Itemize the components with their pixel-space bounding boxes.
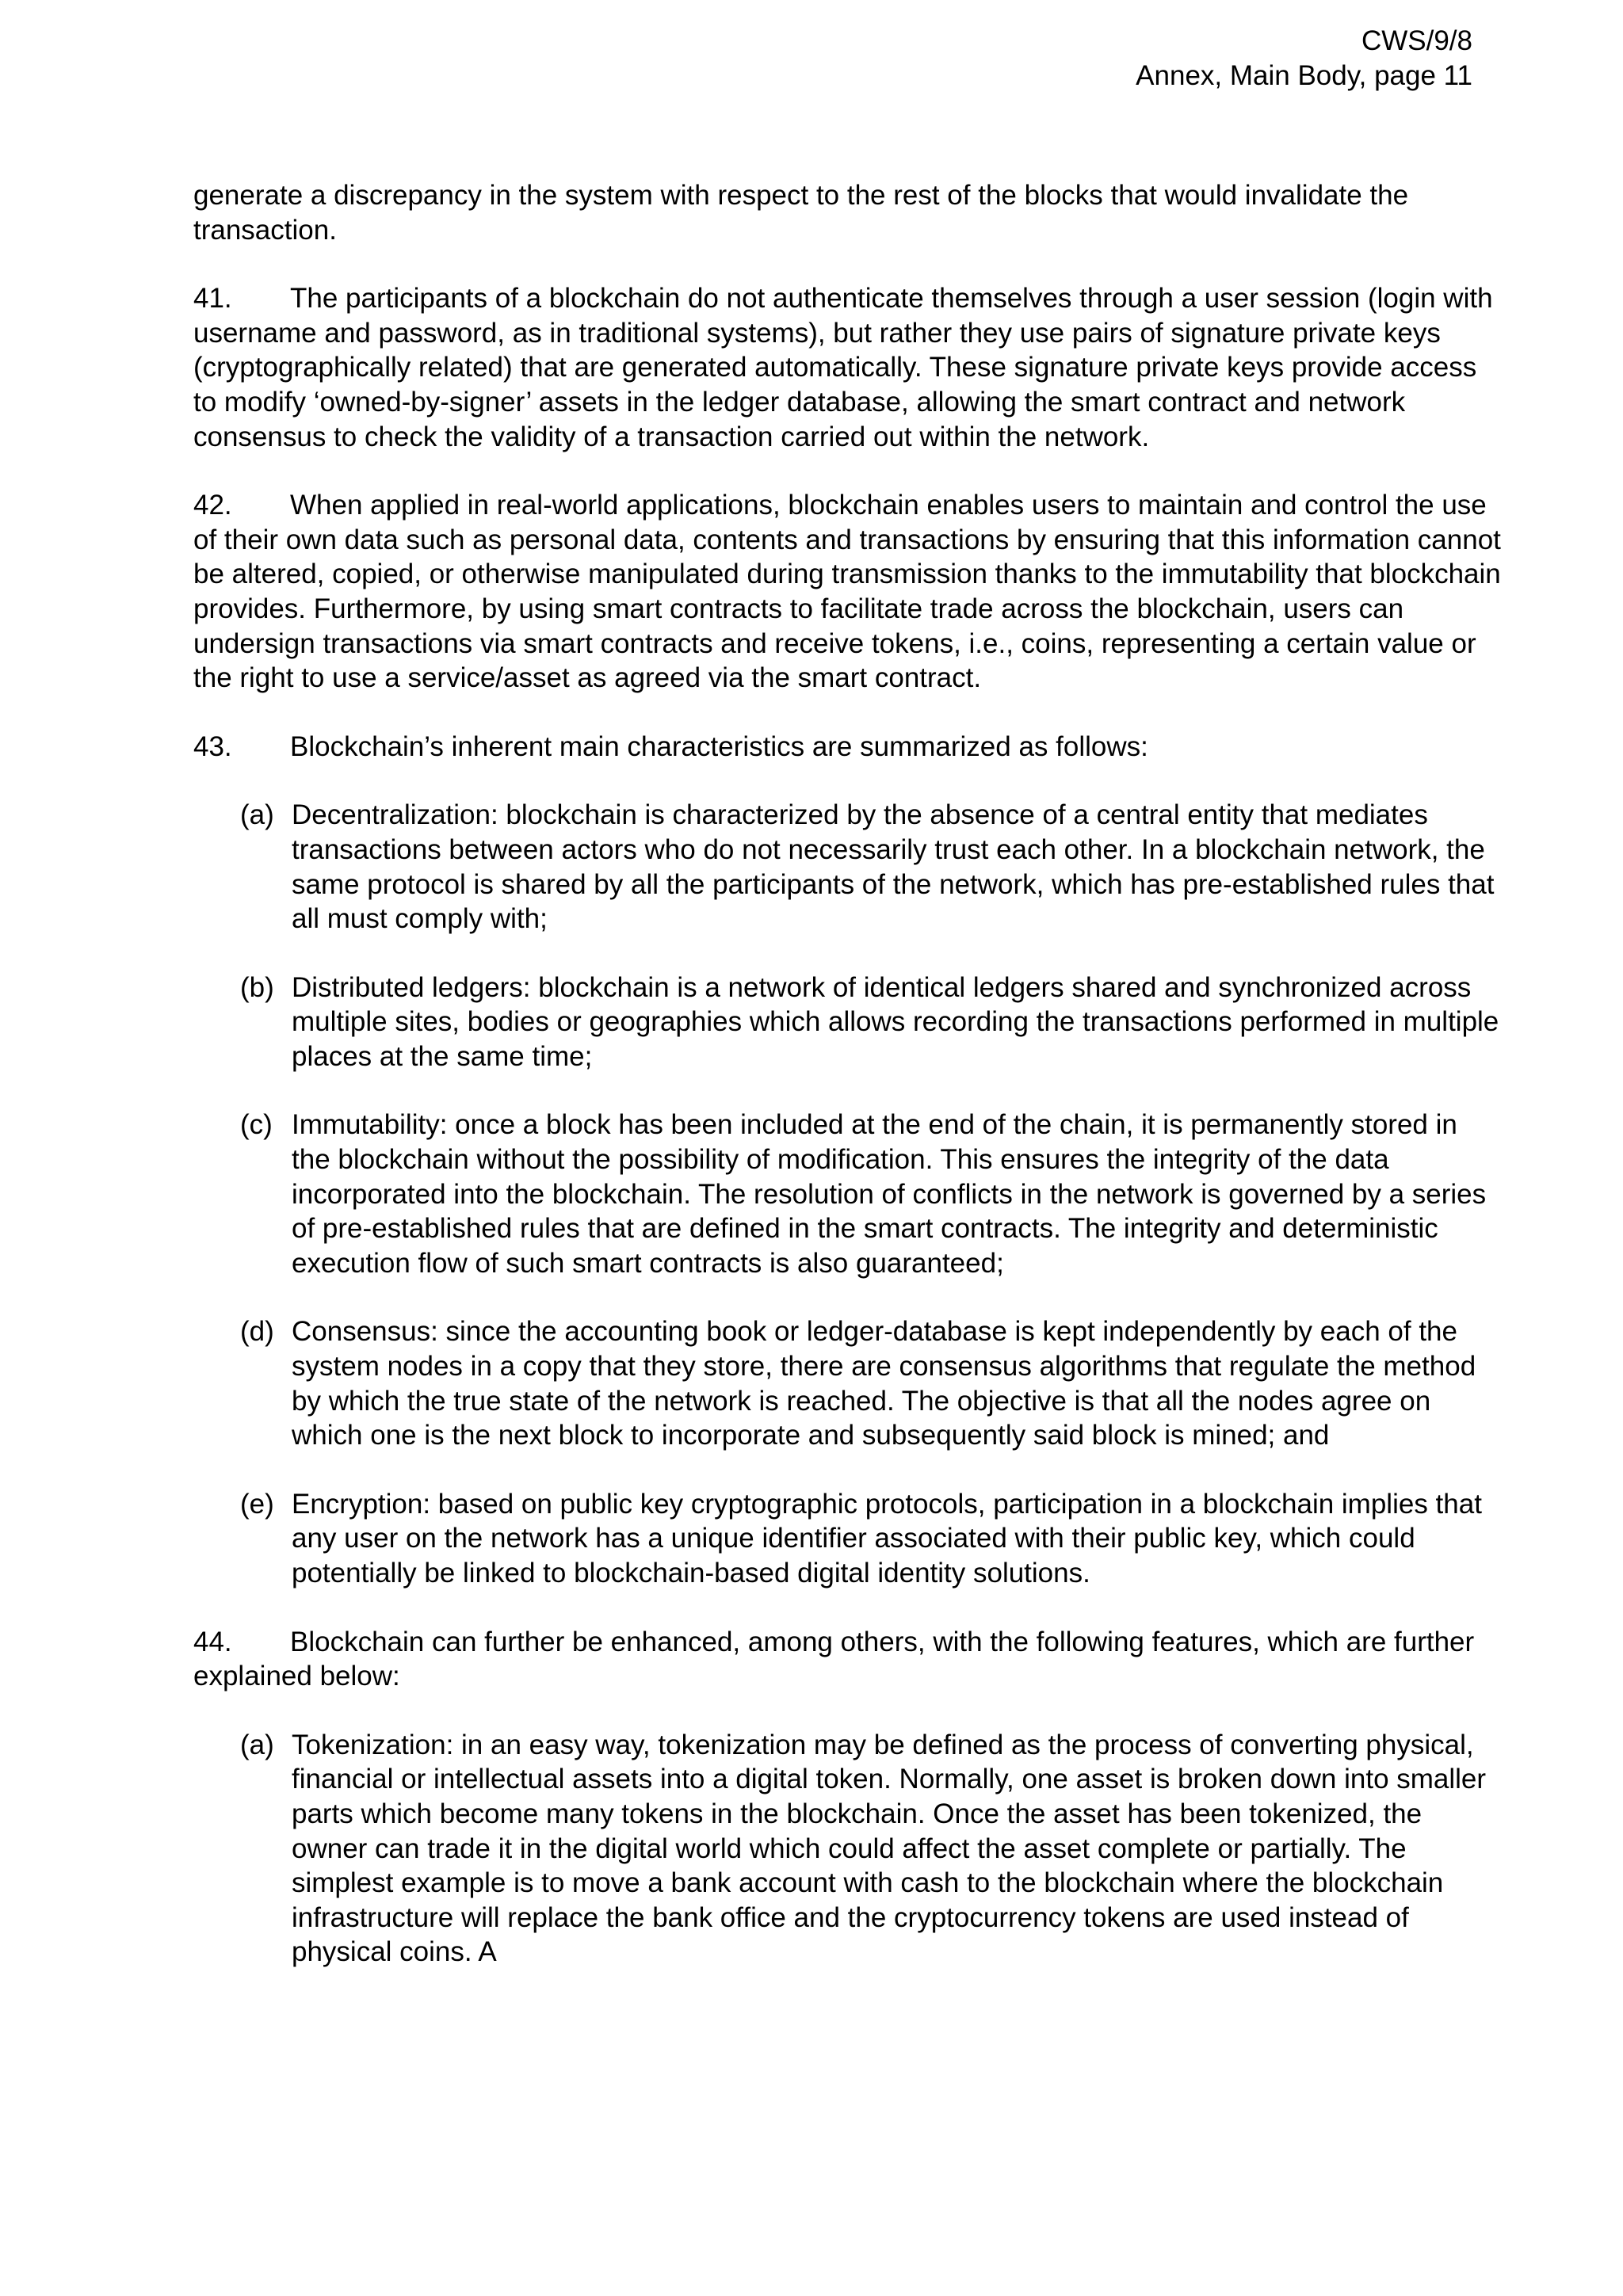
paragraph-44 [193,1625,1501,1694]
list-item-text: Tokenization: in an easy way, tokenization may be defined as the process of converting physical, financial or intellectual assets into a digital token. Normally, one asset is broken down into smaller parts which become many tokens in the blockchain. Once the asset has been tokenized, the owner can trade it in the digital world which could affect the asset complete or partially. The simplest example is to move a bank account with cash to the blockchain where the blockchain infrastructure will replace the bank office and the cryptocurrency tokens are used instead of physical coins. A [292,1729,1487,1968]
document-body [193,178,1501,1970]
paragraph-41 [193,281,1501,454]
paragraph-42 [193,488,1501,696]
page-header [1136,24,1472,93]
list-item-letter: (a) [240,1729,274,1760]
list-item-text: Decentralization: blockchain is characterized by the absence of a central entity that mediates transactions between actors who do not necessarily trust each other. In a blockchain network, the same protocol is shared by all the participants of the network, which has pre-established rules that all must comply with; [292,799,1495,935]
document-code: CWS/9/8 [1361,25,1472,56]
list-item-distributed-ledgers [240,971,1501,1074]
list-item-letter: (d) [240,1316,274,1348]
paragraph-text: When applied in real-world applications, blockchain enables users to maintain and control the use of their own data such as personal data, contents and transactions by ensuring that this information cannot be altered, copied, or otherwise manipulated during transmission thanks to the immutability that blockchain provides. Furthermore, by using smart contracts to facilitate trade across the blockchain, users can undersign transactions via smart contracts and receive tokens, i.e., coins, representing a certain value or the right to use a service/asset as agreed via the smart contract. [193,490,1501,694]
list-item-immutability [240,1108,1501,1280]
list-item-decentralization [240,798,1501,936]
list-item-text: Distributed ledgers: blockchain is a network of identical ledgers shared and synchronized across multiple sites, bodies or geographies which allows recording the transactions performed in multiple places at the same time; [292,971,1499,1072]
paragraph-43 [193,730,1501,765]
list-item-letter: (a) [240,799,274,831]
list-item-consensus [240,1314,1501,1452]
paragraph-number: 43. [193,730,232,762]
list-item-letter: (b) [240,971,274,1003]
list-item-text: Encryption: based on public key cryptographic protocols, participation in a blockchain implies that any user on the network has a unique identifier associated with their public key, which could potentially be linked to blockchain-based digital identity solutions. [292,1488,1482,1589]
paragraph-text: The participants of a blockchain do not authenticate themselves through a user session (login with username and password, as in traditional systems), but rather they use pairs of signature private keys (cryptographically related) that are generated automatically. These signature private keys provide access to modify ‘owned-by-signer’ assets in the ledger database, allowing the smart contract and network consensus to check the validity of a transaction carried out within the network. [193,283,1493,452]
continuation-paragraph: generate a discrepancy in the system with respect to the rest of the blocks that would invalidate the transaction. [193,180,1409,246]
list-item-encryption [240,1487,1501,1591]
paragraph-text: Blockchain can further be enhanced, among others, with the following features, which are further explained below: [193,1626,1475,1692]
paragraph-number: 44. [193,1626,232,1657]
list-item-letter: (c) [240,1109,273,1141]
page-reference: Annex, Main Body, page 11 [1136,60,1472,91]
list-item-letter: (e) [240,1488,274,1520]
paragraph-text: Blockchain’s inherent main characteristics are summarized as follows: [290,730,1148,762]
list-item-text: Immutability: once a block has been included at the end of the chain, it is permanently stored in the blockchain without the possibility of modification. This ensures the integrity of the data incorporated into the blockchain. The resolution of conflicts in the network is governed by a series of pre-established rules that are defined in the smart contracts. The integrity and deterministic execution flow of such smart contracts is also guaranteed; [292,1109,1487,1279]
list-item-tokenization [240,1728,1501,1970]
list-item-text: Consensus: since the accounting book or ledger-database is kept independently by each of the system nodes in a copy that they store, there are consensus algorithms that regulate the method by which the true state of the network is reached. The objective is that all the nodes agree on which one is the next block to incorporate and subsequently said block is mined; and [292,1316,1476,1451]
paragraph-number: 42. [193,490,232,521]
paragraph-number: 41. [193,283,232,315]
